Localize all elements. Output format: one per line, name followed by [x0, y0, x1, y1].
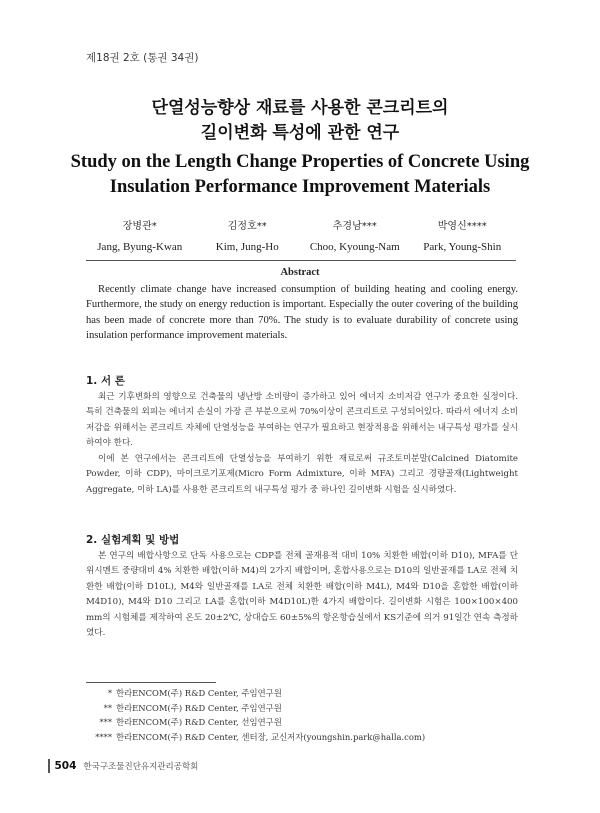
- footnote-item: *** 한라ENCOM(주) R&D Center, 선임연구원: [99, 717, 282, 728]
- author-english-name: Jang, Byung-Kwan: [97, 241, 183, 253]
- author-english-name: Park, Young-Shin: [423, 241, 502, 253]
- footnote-list: [86, 686, 425, 744]
- korean-title-line-1: 단열성능향상 재료를 사용한 콘크리트의: [151, 98, 449, 118]
- page-footer: [48, 759, 198, 773]
- issue-label: 제18권 2호 (통권 34권): [86, 52, 199, 64]
- author-korean-name: 장병관*: [122, 221, 157, 232]
- methods-paragraph-1: 본 연구의 배합사항으로 단독 사용으로는 CDP를 전체 골재용적 대비 10% 치환한 배합(이하 D10), MFA를 단위시멘트 중량대비 4% 치환한 배합(이하 M4)의 2가지 배합이며, 혼합사용으로는 D10의 일반골재를 LA로 전체 치환한 배합(이하 D10L), M4와 일반골재를 LA로 전체 치환한 배합(이하 M4L), M4와 D10을 혼합한 배합(이하 M4D10), M4와 D10 그리고 LA를 혼합(이하 M4D10L)한 4가지 배합이다. 길이변화 시험은 100×100×400 mm의 시험체를 제작하여 온도 20±2℃, 상대습도 60±5%의 항온항습실에서 KS기준에 의거 91일간 연속 측정하였다.: [86, 551, 518, 639]
- author-korean-name: 김정호**: [227, 221, 267, 232]
- title-divider: [86, 260, 516, 261]
- author-english-name: Kim, Jung-Ho: [215, 241, 279, 253]
- abstract-heading: Abstract: [280, 267, 320, 278]
- page-number: 504: [54, 760, 77, 772]
- section-heading-methods: 2. 실험계획 및 방법: [86, 534, 180, 546]
- author-english-name: Choo, Kyoung-Nam: [309, 241, 400, 253]
- introduction-paragraph-2: 이에 본 연구에서는 콘크리트에 단열성능을 부여하기 위한 재료로써 규조토미분말(Calcined Diatomite Powder, 이하 CDP), 마이크로기포제(Micro Form Admixture, 이하 MFA) 그리고 경량골재(Lightweight Aggregate, 이하 LA)를 사용한 콘크리트의 내구특성 평가 중 하나인 길이변화 시험을 실시하였다.: [86, 454, 518, 495]
- author-1: [86, 217, 194, 253]
- english-title-line-1: Study on the Length Change Properties of Concrete Using: [70, 152, 530, 172]
- author-4: [409, 217, 517, 253]
- footnote-item: **** 한라ENCOM(주) R&D Center, 센터장, 교신저자(youngshin.park@halla.com): [95, 731, 426, 742]
- footnote-divider: [86, 682, 216, 683]
- footer-bar: [48, 759, 50, 773]
- abstract-text: Recently climate change have increased consumption of building heating and cooling energy. Furthermore, the study on energy reduction is important. Especially the outer covering of the building has been made of concrete more than 70%. The study is to evaluate durability of concrete using insulation performance improvement materials.: [86, 284, 518, 342]
- introduction-paragraph-1: 최근 기후변화의 영향으로 건축물의 냉난방 소비량이 증가하고 있어 에너지 소비저감 연구가 중요한 실정이다. 특히 건축물의 외피는 에너지 손실이 가장 큰 부분으로써 70%이상이 콘크리트로 구성되어있다. 따라서 에너지 소비저감을 위해서는 콘크리트 자체에 단열성능을 부여하는 연구가 필요하고 현장적용을 위해서는 내구특성 평가를 실시하여야 한다.: [86, 392, 518, 449]
- korean-title-line-2: 길이변화 특성에 관한 연구: [200, 123, 400, 143]
- footnote-item: ** 한라ENCOM(주) R&D Center, 주임연구원: [103, 702, 282, 713]
- author-2: [194, 217, 302, 253]
- english-title-line-2: Insulation Performance Improvement Materials: [109, 177, 491, 197]
- author-korean-name: 박영신****: [437, 221, 487, 232]
- author-3: [301, 217, 409, 253]
- section-heading-introduction: 1. 서 론: [86, 375, 125, 387]
- journal-name: 한국구조물진단유지관리공학회: [83, 762, 199, 772]
- author-list: [86, 217, 516, 253]
- footnote-item: * 한라ENCOM(주) R&D Center, 주임연구원: [107, 688, 282, 698]
- author-korean-name: 추경남***: [332, 221, 377, 232]
